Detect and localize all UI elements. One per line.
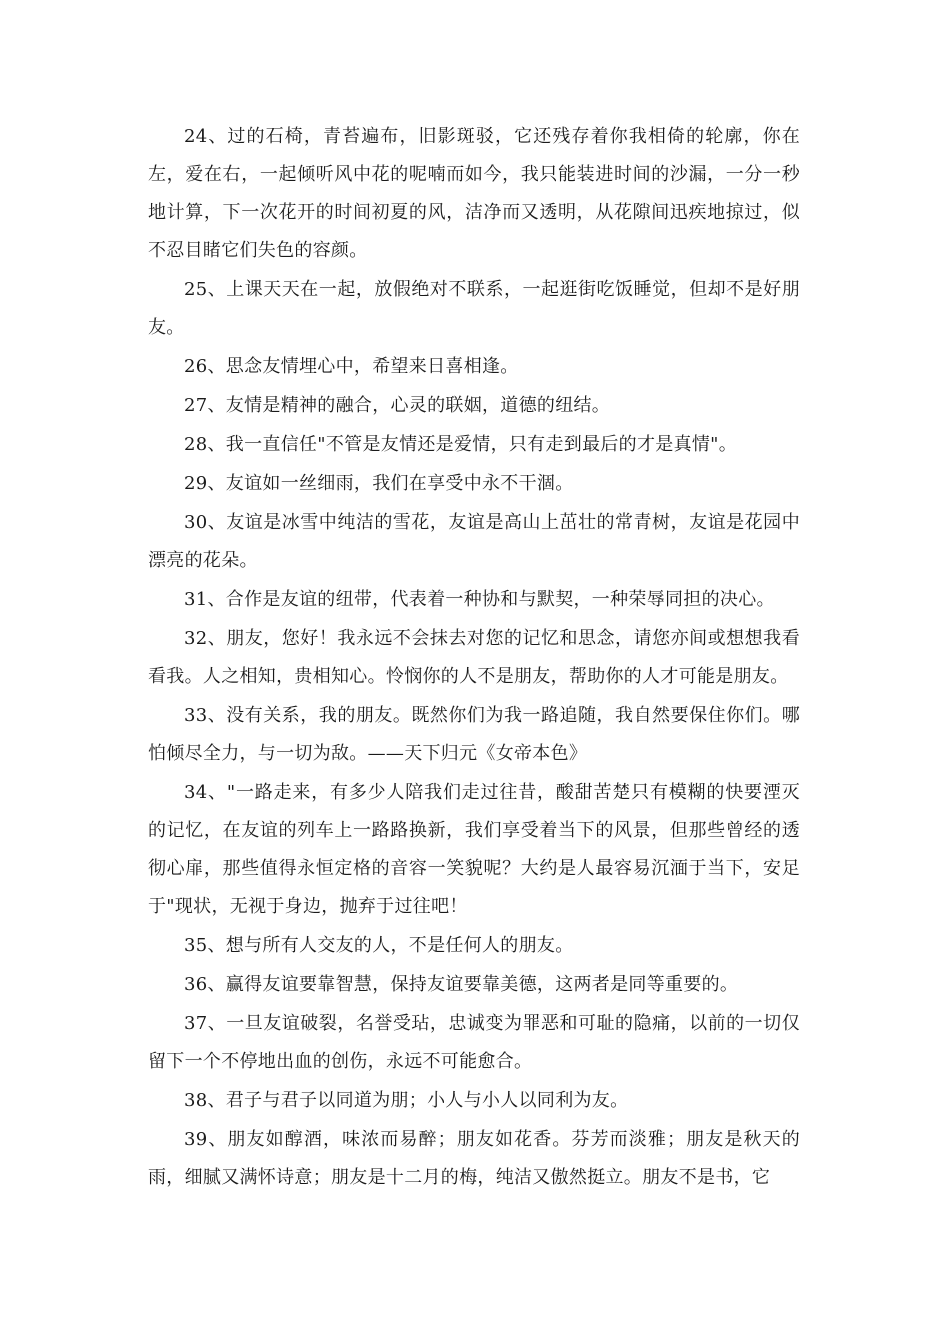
paragraph-26: 26、思念友情埋心中，希望来日喜相逢。	[184, 356, 519, 377]
paragraph-31: 31、合作是友谊的纽带，代表着一种协和与默契，一种荣辱同担的决心。	[184, 589, 775, 610]
paragraph-36: 36、赢得友谊要靠智慧，保持友谊要靠美德，这两者是同等重要的。	[184, 974, 739, 995]
paragraph-29: 29、友谊如一丝细雨，我们在享受中永不干涸。	[184, 473, 574, 494]
paragraph-37: 37、一旦友谊破裂，名誉受玷，忠诚变为罪恶和可耻的隐痛，以前的一切仅留下一个不停地出血的创伤，永远不可能愈合。	[148, 1013, 800, 1072]
paragraph-35: 35、想与所有人交友的人，不是任何人的朋友。	[184, 935, 574, 956]
paragraph-27: 27、友情是精神的融合，心灵的联姻，道德的纽结。	[184, 395, 611, 416]
document-page	[148, 118, 800, 1198]
paragraph-24: 24、过的石椅，青苔遍布，旧影斑驳，它还残存着你我相倚的轮廓，你在左，爱在右，一起倾听风中花的呢喃而如今，我只能装进时间的沙漏，一分一秒地计算，下一次花开的时间初夏的风，洁净而又透明，从花隙间迅疾地掠过，似不忍目睹它们失色的容颜。	[148, 126, 800, 261]
paragraph-32: 32、朋友，您好！我永远不会抹去对您的记忆和思念，请您亦间或想想我看看我。人之相知，贵相知心。怜悯你的人不是朋友，帮助你的人才可能是朋友。	[148, 628, 800, 687]
paragraph-28: 28、我一直信任"不管是友情还是爱情，只有走到最后的才是真情"。	[184, 434, 738, 455]
paragraph-33: 33、没有关系，我的朋友。既然你们为我一路追随，我自然要保住你们。哪怕倾尽全力，与一切为敌。——天下归元《女帝本色》	[148, 705, 800, 764]
paragraph-25: 25、上课天天在一起，放假绝对不联系，一起逛街吃饭睡觉，但却不是好朋友。	[148, 279, 800, 338]
paragraph-39: 39、朋友如醇酒，味浓而易醉；朋友如花香。芬芳而淡雅；朋友是秋天的雨，细腻又满怀诗意；朋友是十二月的梅，纯洁又傲然挺立。朋友不是书，它	[148, 1129, 800, 1188]
paragraph-34: 34、"一路走来，有多少人陪我们走过往昔，酸甜苦楚只有模糊的快要湮灭的记忆，在友谊的列车上一路路换新，我们享受着当下的风景，但那些曾经的透彻心扉，那些值得永恒定格的音容一笑貌呢？大约是人最容易沉湎于当下，安足于"现状，无视于身边，抛弃于过往吧！	[148, 782, 800, 917]
paragraph-30: 30、友谊是冰雪中纯洁的雪花，友谊是高山上茁壮的常青树，友谊是花园中漂亮的花朵。	[148, 512, 800, 571]
paragraph-38: 38、君子与君子以同道为朋；小人与小人以同利为友。	[184, 1090, 629, 1111]
